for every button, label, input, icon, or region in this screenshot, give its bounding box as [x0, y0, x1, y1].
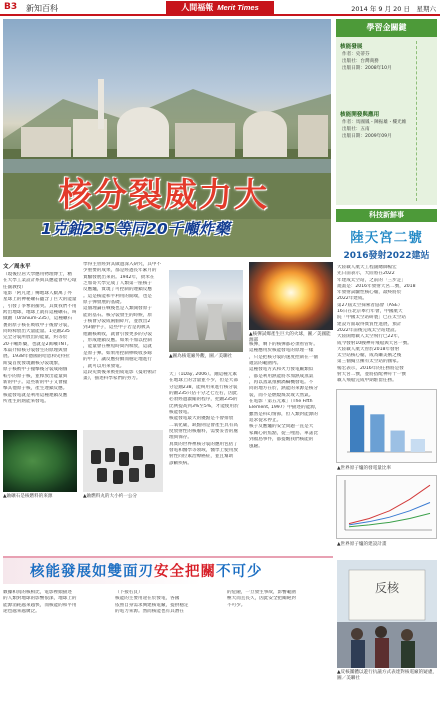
protest-caption: ▲反核團體以遊行抗議方式表達對核電廠的疑慮，圖／美聯社	[337, 670, 438, 681]
text-line: 核能發電就是利用這種連鎖反應	[3, 392, 68, 398]
uranium-ore-photo	[3, 430, 77, 492]
text-line: 的中子，讓反應持續而穩定地進行	[83, 357, 152, 363]
text-line: 原子核被中子撞擊後分裂成兩個	[3, 367, 68, 373]
chart1-caption: ▲世界原子爐的發電量比率	[337, 465, 392, 471]
text-line: 途也越來越廣泛。	[3, 609, 40, 615]
text-line: 畫》，描述科學家們的努力。	[83, 376, 141, 382]
article-column-4	[249, 342, 333, 450]
text-line: 反應爐，實現了可控制的連鎖反應	[83, 287, 152, 293]
text-line: 同時釋放出大量能量。1克鈾235	[3, 329, 70, 335]
book-line: 出版社：台灣商務	[342, 59, 379, 64]
chart2-caption: ▲世界原子爐的建設計畫	[337, 541, 387, 547]
explosion-photo	[249, 262, 333, 330]
text-line: 斯曼首度發現鈾核分裂現象，	[3, 360, 63, 366]
text-line: 不可少。	[227, 602, 246, 608]
text-line: 16日在北京舉行年會，中國航天	[337, 309, 403, 315]
svg-text:反核: 反核	[374, 581, 400, 595]
text-line: 核彈，剩下的核彈都必須看管好。	[249, 342, 318, 347]
ore-caption: ▲鈾礦石是核燃料的來源	[3, 494, 53, 499]
hero-headline: 核分裂威力大	[59, 175, 269, 214]
text-line: 較小的原子核，並釋放出能量與	[3, 373, 68, 379]
text-line: 是原子彈。如果用控制棒吸收多餘	[83, 350, 152, 356]
text-line: Element, 1997）中描述的能源，	[249, 405, 320, 411]
text-line: ，形成連鎖反應。如果不加以控制	[83, 338, 152, 344]
bar	[411, 439, 425, 452]
text-line: 射天宮二號，並將搭配神舟十一號	[337, 372, 406, 378]
text-line: 在電影「第五元素」（The Fifth	[249, 399, 313, 405]
text-line: 規畫是：2016年發射天宮二號，2018	[337, 283, 416, 289]
sci-news-subtitle: 2016發射2022建站	[343, 251, 430, 261]
bar-chart-svg	[337, 390, 436, 462]
text-line: 展。1938年德國的哈恩和史特拉	[3, 354, 70, 360]
bottom-column	[227, 590, 333, 609]
book-line: 出版日期：2008年10月	[342, 66, 392, 71]
text-line: 學得主曾經對其做過深入研究，其中不	[83, 262, 162, 267]
text-line: 依照自身需求興建核電廠，提供穩定	[115, 602, 189, 608]
text-line: 度放射性的核廢料，需要妥善的處	[169, 429, 238, 435]
bottom-article	[3, 590, 333, 700]
text-line: 在大學工業設計系與其應能會中心環	[3, 278, 77, 284]
text-line: 的電力來源。然而核能也有其潛在	[115, 609, 184, 615]
text-line: 到3個中子，這些中子若是再被其	[83, 325, 151, 331]
text-line: 實驗發展出來的。1942年，費米在	[83, 274, 155, 280]
text-line: 裂，而不是燃燒煤炭或天然氣。	[249, 392, 314, 398]
series-line	[349, 485, 430, 523]
text-line: 這種應用於核能發電的原理一樣	[249, 348, 314, 354]
bottom-column	[115, 590, 221, 615]
issue-date: 2014 年 9 月 20 日 星期六	[351, 5, 436, 13]
book-title: 核能開發與應用	[340, 112, 380, 118]
text-line: 風險。	[249, 443, 263, 449]
logo-cn: 人間福報	[181, 2, 214, 12]
text-line: ，再以蒸氣推動渦輪機發電。不	[249, 380, 314, 386]
book-line: 作者：史蒂芬	[342, 52, 370, 57]
text-line: 院「中國太空站研製」已在太空站	[337, 315, 406, 321]
text-line: 擊其他原子核，產生連鎖反應。	[3, 386, 68, 392]
headline-part-4: 不可少	[216, 564, 263, 580]
page-number: B3	[4, 2, 18, 12]
reading-list-title: 學習金關鍵	[336, 19, 437, 37]
text-line: 少重要的成果，都是經過長年累月的	[83, 268, 157, 274]
text-line: 任副教授）	[3, 284, 26, 290]
text-line: 芝加哥大學完成了人類第一座核子	[83, 281, 152, 287]
article-body	[3, 262, 333, 524]
reactor-line-chart	[336, 475, 437, 539]
text-line: 第27屆太空探索者協會（ASE）	[337, 302, 403, 308]
text-line: 追求從未停止。	[249, 418, 282, 424]
reactor-bar-chart	[336, 389, 437, 463]
text-line: 核能發電最大的優點是不會排放	[169, 416, 234, 422]
section-name: 新知百科	[26, 4, 58, 13]
sci-news-title: 陸天宮二號	[350, 230, 423, 246]
newspaper-logo	[166, 1, 274, 14]
text-line: 大陸載人航天曾於2018年發射	[337, 346, 400, 352]
text-line: 數據和真的核相比，電影裡頭描述	[3, 590, 72, 595]
protest-photo	[337, 560, 437, 668]
text-line: 適當的範圍內。	[249, 361, 282, 367]
logo-en: Merit Times	[217, 3, 259, 12]
text-line: 理與保存。	[169, 435, 192, 441]
text-line: 在地球上的含量並不少，但是大部	[169, 378, 238, 384]
text-line: 的人類對地球的影響很深，地球上的	[3, 596, 77, 602]
text-line: 跨出地球，地球上就有這種礦石，叫	[3, 310, 77, 316]
text-line: 建設方面取得實質性進展，預計	[337, 321, 402, 327]
book-line: 出版日期：2009年09月	[342, 134, 392, 139]
text-line: ，能量會在極短時間內釋放，這就	[83, 344, 152, 350]
article-column-3	[169, 372, 243, 467]
text-line: 。這是核能和平利用的開端，也是	[83, 293, 152, 299]
page-header	[0, 0, 440, 16]
byline: 文／周永平	[3, 264, 31, 270]
text-line: 家關心的焦點，從三哩島、車諾比	[249, 430, 318, 436]
fuel-pellet-photo	[83, 430, 163, 492]
headline-part-2: 如雙面刃	[92, 564, 154, 580]
text-line: 極大而且長久，因此安全把關絕對	[227, 596, 296, 602]
text-line: 核子反應爐的安全問題一直是大	[249, 424, 314, 430]
text-line: 先日前表示，大陸將在2022	[337, 271, 395, 277]
text-line: 核能的主要用途在於發電，各國	[115, 596, 180, 602]
decorative-dashes	[416, 41, 434, 201]
bar	[391, 430, 405, 451]
pellet-caption: ▲鈾燃料丸的大小約一公分	[83, 494, 138, 499]
text-line: 分是鈾238，能夠用來進行核分裂	[169, 384, 238, 390]
text-line: 的鈾235只佔千分之七左右，因此	[169, 391, 238, 397]
headline-part-1: 核能發展	[30, 564, 92, 580]
text-line: 的危險，一旦發生事故，影響範圍	[227, 590, 296, 595]
text-line: 這個理論在戰後也是人類開發原子	[83, 306, 152, 312]
text-line: 到福島事件，都提醒我們核能的	[249, 437, 314, 443]
text-line: 楊宏表示，2016年的任務將是發	[337, 365, 404, 371]
text-line: 太空站核心艙，成為繼美俄之後	[337, 353, 402, 359]
plant-illustration	[169, 270, 243, 352]
text-line: 第三個獨立擁有太空站的國家。	[337, 359, 402, 365]
text-line: 子核會分裂成兩個碎片，並放出2	[83, 319, 151, 325]
blast-caption: ▲核彈試爆產生巨大的火球，圖／美國能源部	[249, 332, 331, 343]
text-line: 星球上的神秘礦石蘊含了巨大的能量	[3, 297, 77, 303]
text-line: 雖然是科幻情節，但人類對能源的	[249, 411, 318, 417]
plant-caption: ▲圖為核電廠外觀，圖／美聯社	[169, 354, 233, 359]
text-line: （下接右頁）	[115, 590, 143, 595]
article-column-2	[83, 262, 163, 383]
sci-news-tag: 科技新鮮事	[336, 209, 437, 222]
text-line: 必須經過濃縮的程序，把鈾235的	[169, 397, 238, 403]
text-line: 年發射試驗性核心艙，最終將於	[337, 290, 402, 296]
text-line: 成今發射10艘神舟飛船與天宮一號。	[337, 340, 412, 346]
text-line: 2022年建成。	[337, 296, 368, 302]
line-chart-svg	[337, 476, 436, 538]
hero-subheadline: 1克鈾235等同20千噸炸藥	[41, 220, 230, 238]
text-line: 裏的原子核在吸收中子後會分裂，	[3, 322, 72, 328]
text-line: 射性同位素治療癌症，並且幫助	[169, 454, 234, 460]
hero-photo	[3, 19, 331, 257]
text-line: 原子彈發展的基礎。	[83, 300, 125, 306]
bar	[370, 414, 384, 452]
text-line: 核能發電。	[169, 410, 192, 416]
protest-illustration	[337, 560, 437, 668]
text-line: 年建成太空站，之前的「三步走」	[337, 277, 406, 283]
bar	[350, 405, 364, 452]
reading-list-box	[336, 19, 437, 205]
text-line: ，都是利用熱能將水加熱成蒸氣	[249, 373, 314, 379]
text-line: 能的基石。核分裂發生的時候，原	[83, 312, 152, 318]
text-line: 完全分裂所放出的能量，約等於	[3, 335, 68, 341]
bottom-column	[3, 590, 109, 615]
text-line: 大陸開始載人太空飛行已22年，	[337, 334, 403, 340]
sidebar	[336, 19, 437, 548]
text-line: 電影「阿凡達」傳地球人數萬了外	[3, 291, 72, 297]
pellet-illustration	[83, 430, 163, 492]
power-plant-photo	[169, 270, 243, 352]
headline-part-3: 安全把關	[154, 564, 216, 580]
text-line: 這段史實後來被拍成電影《曼哈頓計	[83, 369, 157, 375]
text-line: （現後位居大學應用物理博士，精	[3, 272, 72, 277]
book-line: 出版社：五南	[342, 127, 370, 132]
text-line: 天」（1Day, 2006）。鈾這種元素	[169, 372, 237, 377]
text-line: 載人飛船完成中期駐留任務。	[337, 378, 397, 384]
text-line: 本篇介紹核分裂發生的原理與發	[3, 348, 68, 354]
text-line: 二氧化碳，缺點則是會產生具有高	[169, 422, 238, 428]
text-line: 新的中子。這些新的中子又會撞	[3, 379, 68, 385]
text-line: 這種發電方式和火力發電廠類似	[249, 367, 314, 373]
text-line: 大陸載人航天工程副總師楊宏	[337, 265, 397, 270]
text-line: ，只是把核分裂的速度控制在一個	[249, 354, 318, 360]
text-line: 20千噸炸藥，也就是2萬噸TNT。	[3, 341, 72, 347]
text-line: ，引發了爭奪的衝突。其實我們不用	[3, 303, 77, 309]
text-line: 能源消耗越來越快，而核能的和平用	[3, 602, 77, 608]
text-line: 真實的世界裡核分裂的應用包括了	[169, 441, 238, 447]
text-line: 同的地方在於，熱能的來源是核分	[249, 386, 318, 392]
sci-news-body	[336, 265, 437, 385]
article-column-1	[3, 262, 77, 405]
text-line: 2022年前後完成太空站建設。	[337, 327, 400, 333]
bottom-headline	[30, 560, 310, 582]
text-line: 發電和醫學等領域，醫學上使用放	[169, 448, 238, 454]
text-line: 比例提高到3%至5%，才能使用於	[169, 403, 239, 409]
text-line: 診斷疾病。	[169, 460, 192, 466]
text-line: 所產生的熱能來發電。	[3, 398, 49, 404]
text-line: 做鈾（Uranium-235），這種礦石	[3, 316, 73, 322]
series-line	[349, 502, 430, 524]
text-line: ，就可以用來發電。	[83, 363, 125, 369]
text-line: 他鈾核吸收，就會引發更多的分裂	[83, 331, 152, 337]
book-line: 作者：馬國鳳・陳振雄・樓光維	[342, 120, 407, 125]
book-title: 核能發展	[340, 44, 363, 50]
